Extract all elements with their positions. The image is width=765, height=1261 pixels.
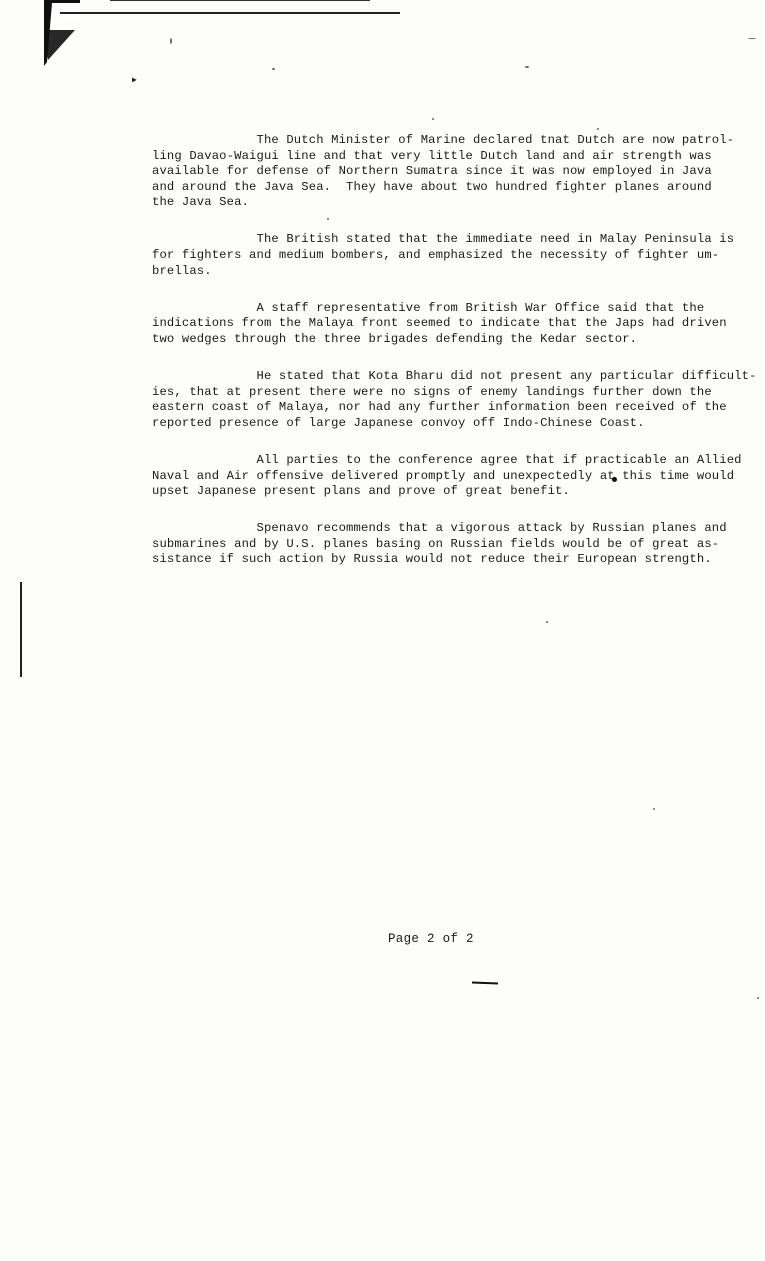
text-line: for fighters and medium bombers, and emphasized the necessity of fighter um-: [152, 248, 720, 263]
text-line: He stated that Kota Bharu did not present any particular difficult-: [152, 369, 757, 384]
text-line: reported presence of large Japanese convoy off Indo-Chinese Coast.: [152, 415, 645, 430]
scan-speck: [525, 66, 529, 68]
scan-top-rule: [60, 12, 400, 14]
paragraph-conference-agreement: [152, 453, 752, 500]
text-line: A staff representative from British War Office said that the: [152, 300, 705, 315]
text-line: Naval and Air offensive delivered promptly and unexpectedly at this time would: [152, 468, 735, 483]
text-line: brellas.: [152, 263, 212, 278]
scan-speck: [597, 128, 599, 130]
corner-fold-mark: [0, 0, 80, 70]
scan-speck: [272, 68, 275, 70]
paragraph-kota-bharu: [152, 369, 757, 431]
text-line: and around the Java Sea. They have about two hundred fighter planes around: [152, 179, 712, 194]
paragraph-dutch-minister: [152, 133, 752, 211]
scan-speck: [432, 118, 434, 120]
text-line: All parties to the conference agree that if practicable an Allied: [152, 452, 742, 467]
memo-body: [152, 133, 757, 589]
paragraph-british-need: [152, 232, 752, 279]
text-line: ies, that at present there were no signs of enemy landings further down the: [152, 384, 712, 399]
scan-speck: [546, 621, 548, 623]
text-line: indications from the Malaya front seemed to indicate that the Japs had driven: [152, 316, 727, 331]
text-line: Spenavo recommends that a vigorous attack by Russian planes and: [152, 521, 727, 536]
scan-speck: [757, 997, 759, 999]
margin-arrow-icon: ▶: [132, 76, 137, 85]
text-line: upset Japanese present plans and prove of great benefit.: [152, 484, 570, 499]
scan-top-rule-thin: [110, 0, 370, 1]
text-line: The British stated that the immediate need in Malay Peninsula is: [152, 232, 735, 247]
paragraph-spenavo-recommendation: [152, 521, 752, 568]
paragraph-war-office: [152, 301, 752, 348]
text-line: the Java Sea.: [152, 195, 250, 210]
scan-left-bar: [20, 582, 22, 677]
text-line: ling Davao-Waigui line and that very little Dutch land and air strength was: [152, 148, 712, 163]
text-line: available for defense of Northern Sumatra since it was now employed in Java: [152, 164, 712, 179]
text-line: sistance if such action by Russia would not reduce their European strength.: [152, 552, 712, 567]
scan-dash-mark: [472, 982, 498, 985]
scan-speck: [748, 38, 756, 39]
text-line: submarines and by U.S. planes basing on Russian fields would be of great as-: [152, 536, 720, 551]
text-line: two wedges through the three brigades defending the Kedar sector.: [152, 331, 638, 346]
page-number: Page 2 of 2: [388, 932, 474, 946]
text-line: eastern coast of Malaya, nor had any further information been received of the: [152, 400, 727, 415]
scan-speck: [170, 38, 172, 44]
text-line: The Dutch Minister of Marine declared tnat Dutch are now patrol-: [152, 133, 735, 147]
scan-speck: [653, 808, 655, 810]
